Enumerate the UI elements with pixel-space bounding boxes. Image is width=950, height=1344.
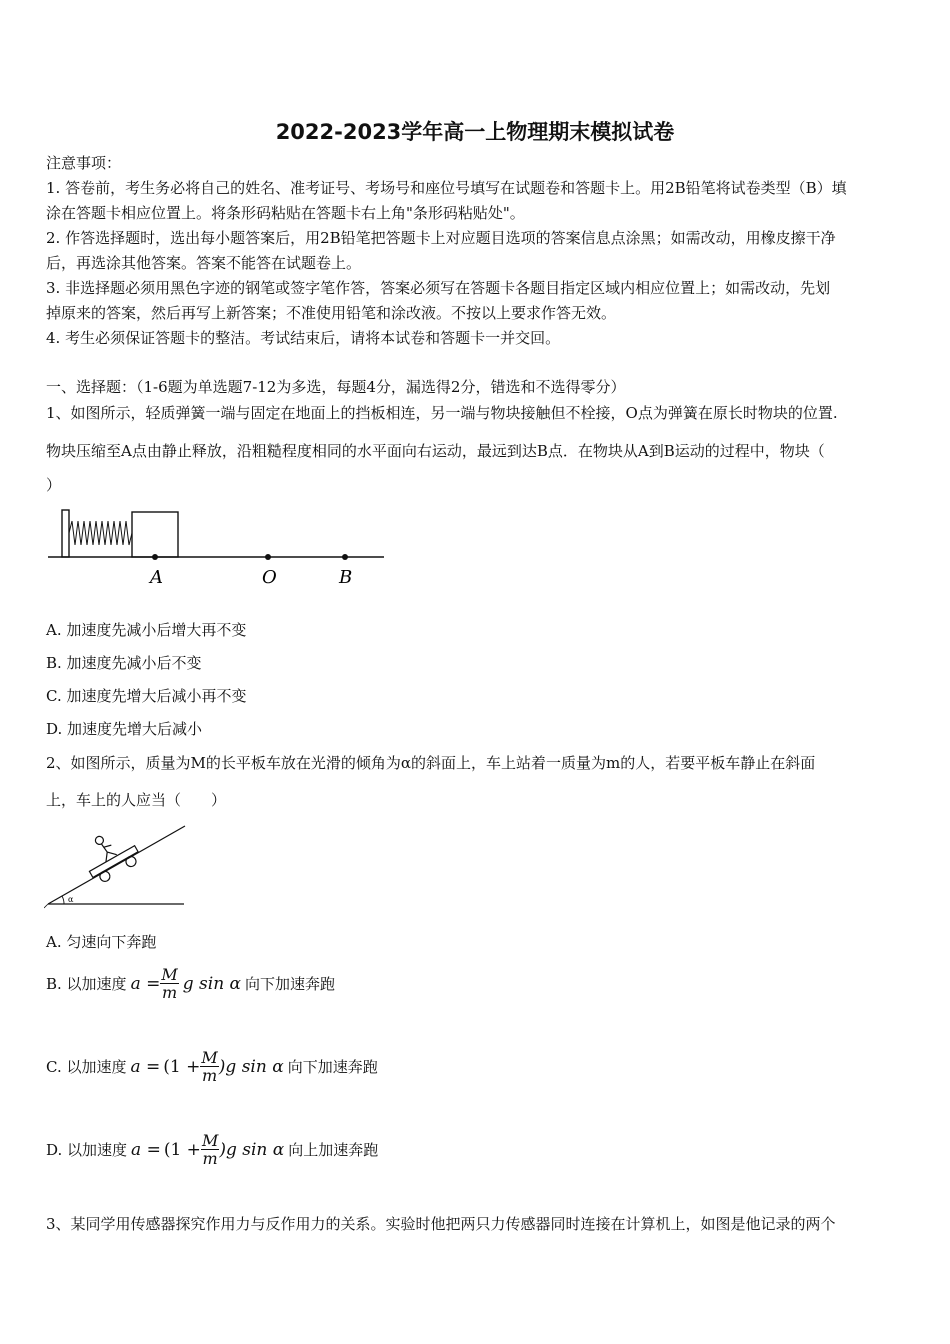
option-2a: A. 匀速向下奔跑 (46, 933, 157, 951)
notice-line: 后，再选涂其他答案。答案不能答在试题卷上。 (46, 254, 362, 272)
option-2d (46, 1132, 378, 1167)
fraction-numerator: M (201, 1131, 219, 1150)
spring-block-figure (44, 505, 389, 590)
formula-b (131, 966, 241, 1001)
formula-tail: g sin α (182, 973, 242, 994)
angle-label: α (68, 895, 74, 904)
notice-line: 2. 作答选择题时，选出每小题答案后，用2B铅笔把答题卡上对应题目选项的答案信息点涂黑；如需改动，用橡皮擦干净 (46, 229, 836, 247)
formula-c (130, 1049, 283, 1084)
question-2-text: 上，车上的人应当（ ） (46, 791, 227, 809)
question-1-text: ） (46, 476, 62, 494)
option-1c: C. 加速度先增大后减小再不变 (46, 687, 247, 705)
point-label-b: B (339, 567, 353, 588)
fraction (201, 1132, 219, 1167)
fraction (160, 966, 178, 1001)
option-2c-prefix: C. 以加速度 (46, 1058, 127, 1076)
option-2d-prefix: D. 以加速度 (46, 1141, 128, 1159)
question-3-text: 3、某同学用传感器探究作用力与反作用力的关系。实验时他把两只力传感器同时连接在计算机上，如图是他记录的两个 (46, 1215, 836, 1233)
notice-line: 4. 考生必须保证答题卡的整洁。考试结束后，请将本试卷和答题卡一并交回。 (46, 329, 561, 347)
fraction-denominator: m (202, 1066, 218, 1085)
fraction-numerator: M (201, 1048, 218, 1067)
fraction-denominator: m (202, 1149, 218, 1168)
formula-open: (1 + (163, 1056, 201, 1077)
option-2c (46, 1049, 378, 1084)
formula-lhs: a = (131, 1139, 161, 1160)
point-label-o: O (262, 567, 277, 588)
option-1b: B. 加速度先减小后不变 (46, 654, 202, 672)
notice-line: 掉原来的答案，然后再写上新答案；不准使用铅笔和涂改液。不按以上要求作答无效。 (46, 304, 617, 322)
incline-cart-figure (44, 818, 190, 910)
formula-open: (1 + (163, 1139, 201, 1160)
page-title: 2022-2023学年高一上物理期末模拟试卷 (275, 120, 675, 144)
formula-lhs: a = (130, 1056, 161, 1077)
fraction-denominator: m (161, 983, 178, 1002)
option-1a: A. 加速度先减小后增大再不变 (46, 621, 247, 639)
notice-line: 涂在答题卡相应位置上。将条形码粘贴在答题卡右上角"条形码粘贴处"。 (46, 204, 525, 222)
question-1-text: 物块压缩至A点由静止释放，沿粗糙程度相同的水平面向右运动，最远到达B点．在物块从A到B运动的过程中，物块（ (46, 442, 825, 460)
formula-lhs: a = (130, 973, 161, 994)
notice-line: 3. 非选择题必须用黑色字迹的钢笔或签字笔作答，答案必须写在答题卡各题目指定区域内相应位置上；如需改动，先划 (46, 279, 831, 297)
option-2b-suffix: 向下加速奔跑 (245, 975, 336, 993)
notice-heading: 注意事项： (46, 154, 122, 172)
question-2-text: 2、如图所示，质量为M的长平板车放在光滑的倾角为α的斜面上，车上站着一质量为m的人，若要平板车静止在斜面 (46, 754, 816, 772)
section-heading: 一、选择题：（1-6题为单选题7-12为多选，每题4分，漏选得2分，错选和不选得零分） (46, 378, 626, 396)
formula-close: )g sin α (219, 1139, 285, 1160)
point-label-a: A (150, 567, 163, 588)
fraction-numerator: M (161, 965, 178, 984)
option-2b-prefix: B. 以加速度 (46, 975, 127, 993)
option-1d: D. 加速度先增大后减小 (46, 720, 203, 738)
fraction (200, 1049, 218, 1084)
notice-line: 1. 答卷前，考生务必将自己的姓名、准考证号、考场号和座位号填写在试题卷和答题卡上。用2B铅笔将试卷类型（B）填 (46, 179, 847, 197)
question-1-text: 1、如图所示，轻质弹簧一端与固定在地面上的挡板相连，另一端与物块接触但不栓接，O点为弹簧在原长时物块的位置. (46, 404, 838, 422)
formula-close: )g sin α (218, 1056, 284, 1077)
option-2d-suffix: 向上加速奔跑 (288, 1141, 379, 1159)
formula-d (131, 1132, 284, 1167)
option-2b (46, 966, 335, 1001)
option-2c-suffix: 向下加速奔跑 (287, 1058, 378, 1076)
